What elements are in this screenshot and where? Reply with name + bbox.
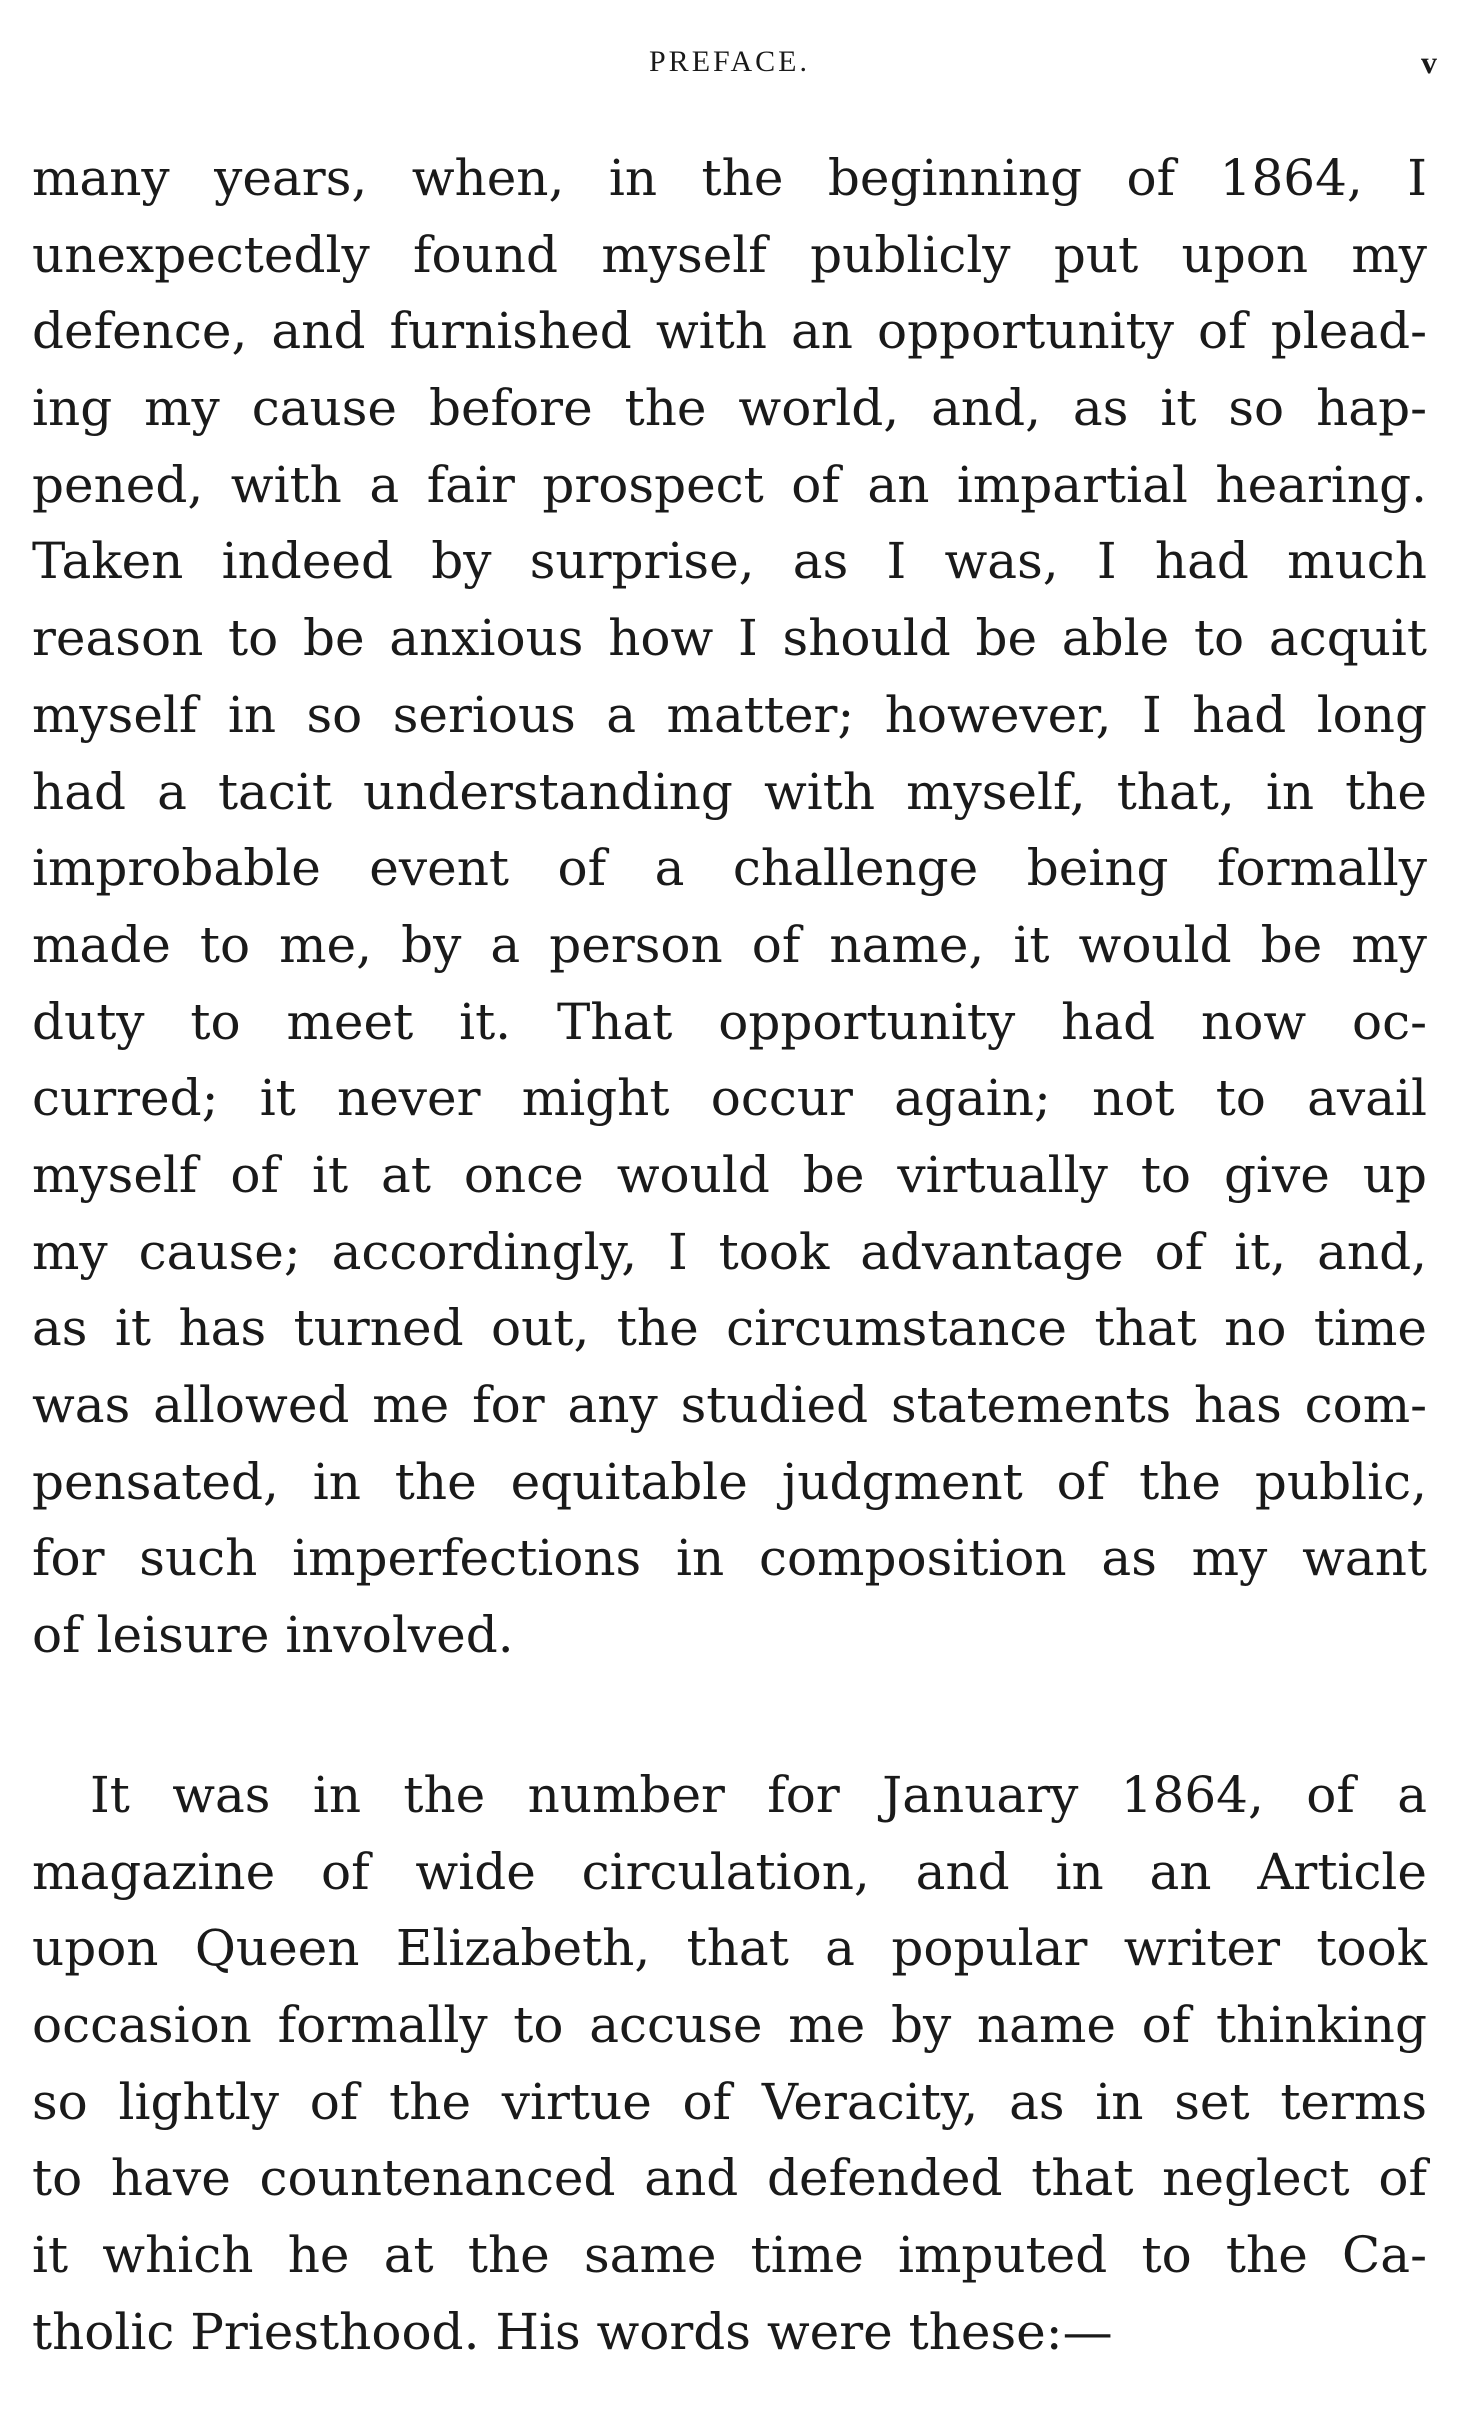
text-line: magazine of wide circulation, and in an Article bbox=[32, 1842, 1427, 1901]
text-line: to have countenanced and defended that neglect of bbox=[32, 2149, 1427, 2208]
text-line: as it has turned out, the circumstance that no time bbox=[32, 1299, 1427, 1358]
text-line: occasion formally to accuse me by name of thinking bbox=[32, 1996, 1427, 2055]
text-line: had a tacit understanding with myself, that, in the bbox=[32, 762, 1427, 821]
text-line: duty to meet it. That opportunity had now oc- bbox=[32, 992, 1427, 1051]
text-line: It was in the number for January 1864, of a bbox=[90, 1766, 1427, 1824]
text-line: defence, and furnished with an opportunity of plead- bbox=[32, 302, 1427, 361]
text-line: many years, when, in the beginning of 1864, I bbox=[32, 149, 1427, 207]
paragraph bbox=[32, 1757, 1427, 2371]
text-line: so lightly of the virtue of Veracity, as in set terms bbox=[32, 2072, 1427, 2131]
running-title: PREFACE. bbox=[649, 45, 810, 78]
text-line: myself of it at once would be virtually to give up bbox=[32, 1145, 1427, 1204]
text-line: made to me, by a person of name, it would be my bbox=[32, 915, 1427, 974]
text-line: curred; it never might occur again; not to avail bbox=[32, 1069, 1427, 1128]
text-line: reason to be anxious how I should be able to acquit bbox=[32, 609, 1427, 668]
text-line: ing my cause before the world, and, as it so hap- bbox=[32, 379, 1427, 438]
text-line: tholic Priesthood. His words were these:— bbox=[32, 2302, 1113, 2361]
running-head bbox=[0, 42, 1459, 82]
text-line: upon Queen Elizabeth, that a popular writer took bbox=[32, 1919, 1427, 1978]
text-line: improbable event of a challenge being formally bbox=[32, 839, 1427, 898]
text-line: pened, with a fair prospect of an impartial hearing. bbox=[32, 455, 1427, 514]
text-line: for such imperfections in composition as my want bbox=[32, 1529, 1427, 1588]
text-line: was allowed me for any studied statements has com- bbox=[32, 1376, 1427, 1434]
text-line: Taken indeed by surprise, as I was, I had much bbox=[32, 532, 1427, 591]
text-line: myself in so serious a matter; however, I had long bbox=[32, 685, 1427, 744]
text-line: pensated, in the equitable judgment of the public, bbox=[32, 1452, 1427, 1511]
text-line: it which he at the same time imputed to the Ca- bbox=[32, 2226, 1427, 2285]
paragraph-continuation bbox=[32, 140, 1427, 1674]
text-line: my cause; accordingly, I took advantage of it, and, bbox=[32, 1222, 1427, 1281]
text-line: of leisure involved. bbox=[32, 1606, 514, 1665]
page-number: v bbox=[1421, 44, 1437, 80]
text-line: unexpectedly found myself publicly put upon my bbox=[32, 225, 1427, 284]
